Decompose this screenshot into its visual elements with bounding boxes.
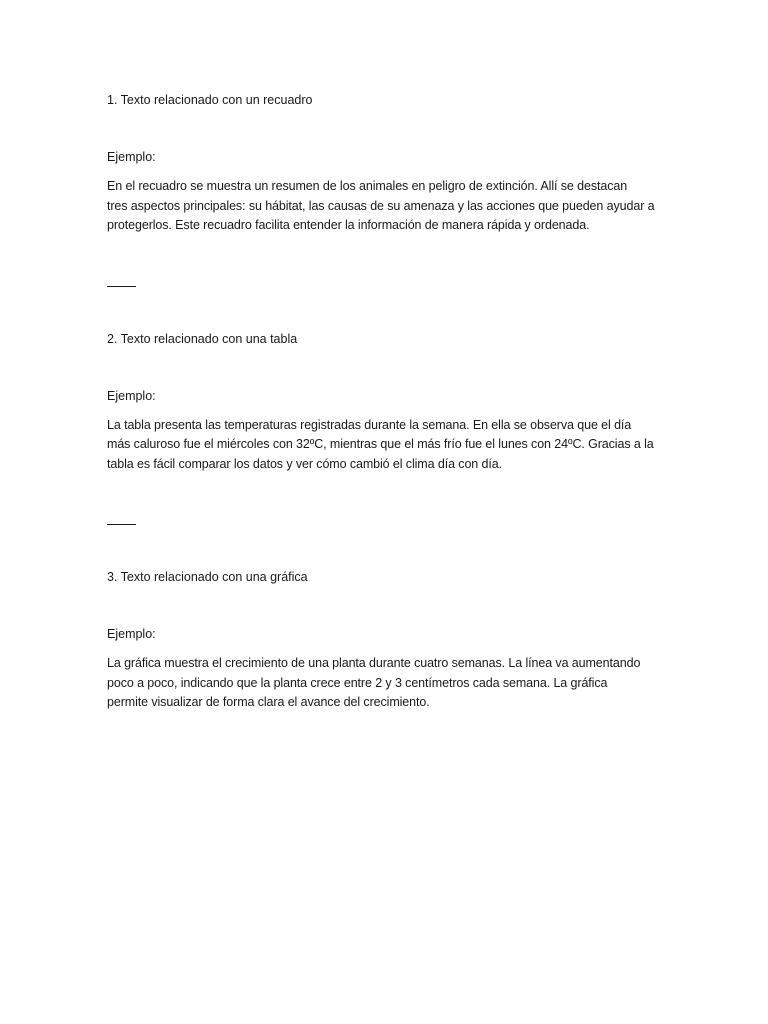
paragraph-line: permite visualizar de forma clara el avance del crecimiento. <box>107 695 430 709</box>
paragraph-line: La tabla presenta las temperaturas registradas durante la semana. En ella se observa que el día <box>107 417 632 432</box>
section-heading: 2. Texto relacionado con una tabla <box>107 331 298 346</box>
example-paragraph <box>107 416 667 475</box>
section-recuadro <box>107 91 667 292</box>
example-paragraph <box>107 654 667 713</box>
paragraph-line: más caluroso fue el miércoles con 32ºC, mientras que el más frío fue el lunes con 24ºC. Gracias a la <box>107 437 654 451</box>
section-separator <box>107 511 667 530</box>
paragraph-line: tabla es fácil comparar los datos y ver cómo cambió el clima día con día. <box>107 456 502 471</box>
paragraph-line: tres aspectos principales: su hábitat, las causas de su amenaza y las acciones que pueden ayudar a <box>107 198 655 213</box>
paragraph-line: En el recuadro se muestra un resumen de los animales en peligro de extinción. Allí se destacan <box>107 179 628 193</box>
separator-line <box>107 273 136 287</box>
example-label: Ejemplo: <box>107 627 156 641</box>
example-label: Ejemplo: <box>107 388 156 403</box>
paragraph-line: poco a poco, indicando que la planta crece entre 2 y 3 centímetros cada semana. La gráfica <box>107 675 608 690</box>
section-separator <box>107 273 667 292</box>
example-paragraph <box>107 177 667 236</box>
section-tabla <box>107 330 667 531</box>
section-heading: 3. Texto relacionado con una gráfica <box>107 570 308 584</box>
example-label: Ejemplo: <box>107 150 156 164</box>
paragraph-line: La gráfica muestra el crecimiento de una planta durante cuatro semanas. La línea va aumentando <box>107 656 641 670</box>
document-body <box>107 91 667 713</box>
paragraph-line: protegerlos. Este recuadro facilita entender la información de manera rápida y ordenada. <box>107 218 590 232</box>
section-grafica <box>107 568 667 713</box>
separator-line <box>107 511 136 525</box>
section-heading: 1. Texto relacionado con un recuadro <box>107 93 313 107</box>
